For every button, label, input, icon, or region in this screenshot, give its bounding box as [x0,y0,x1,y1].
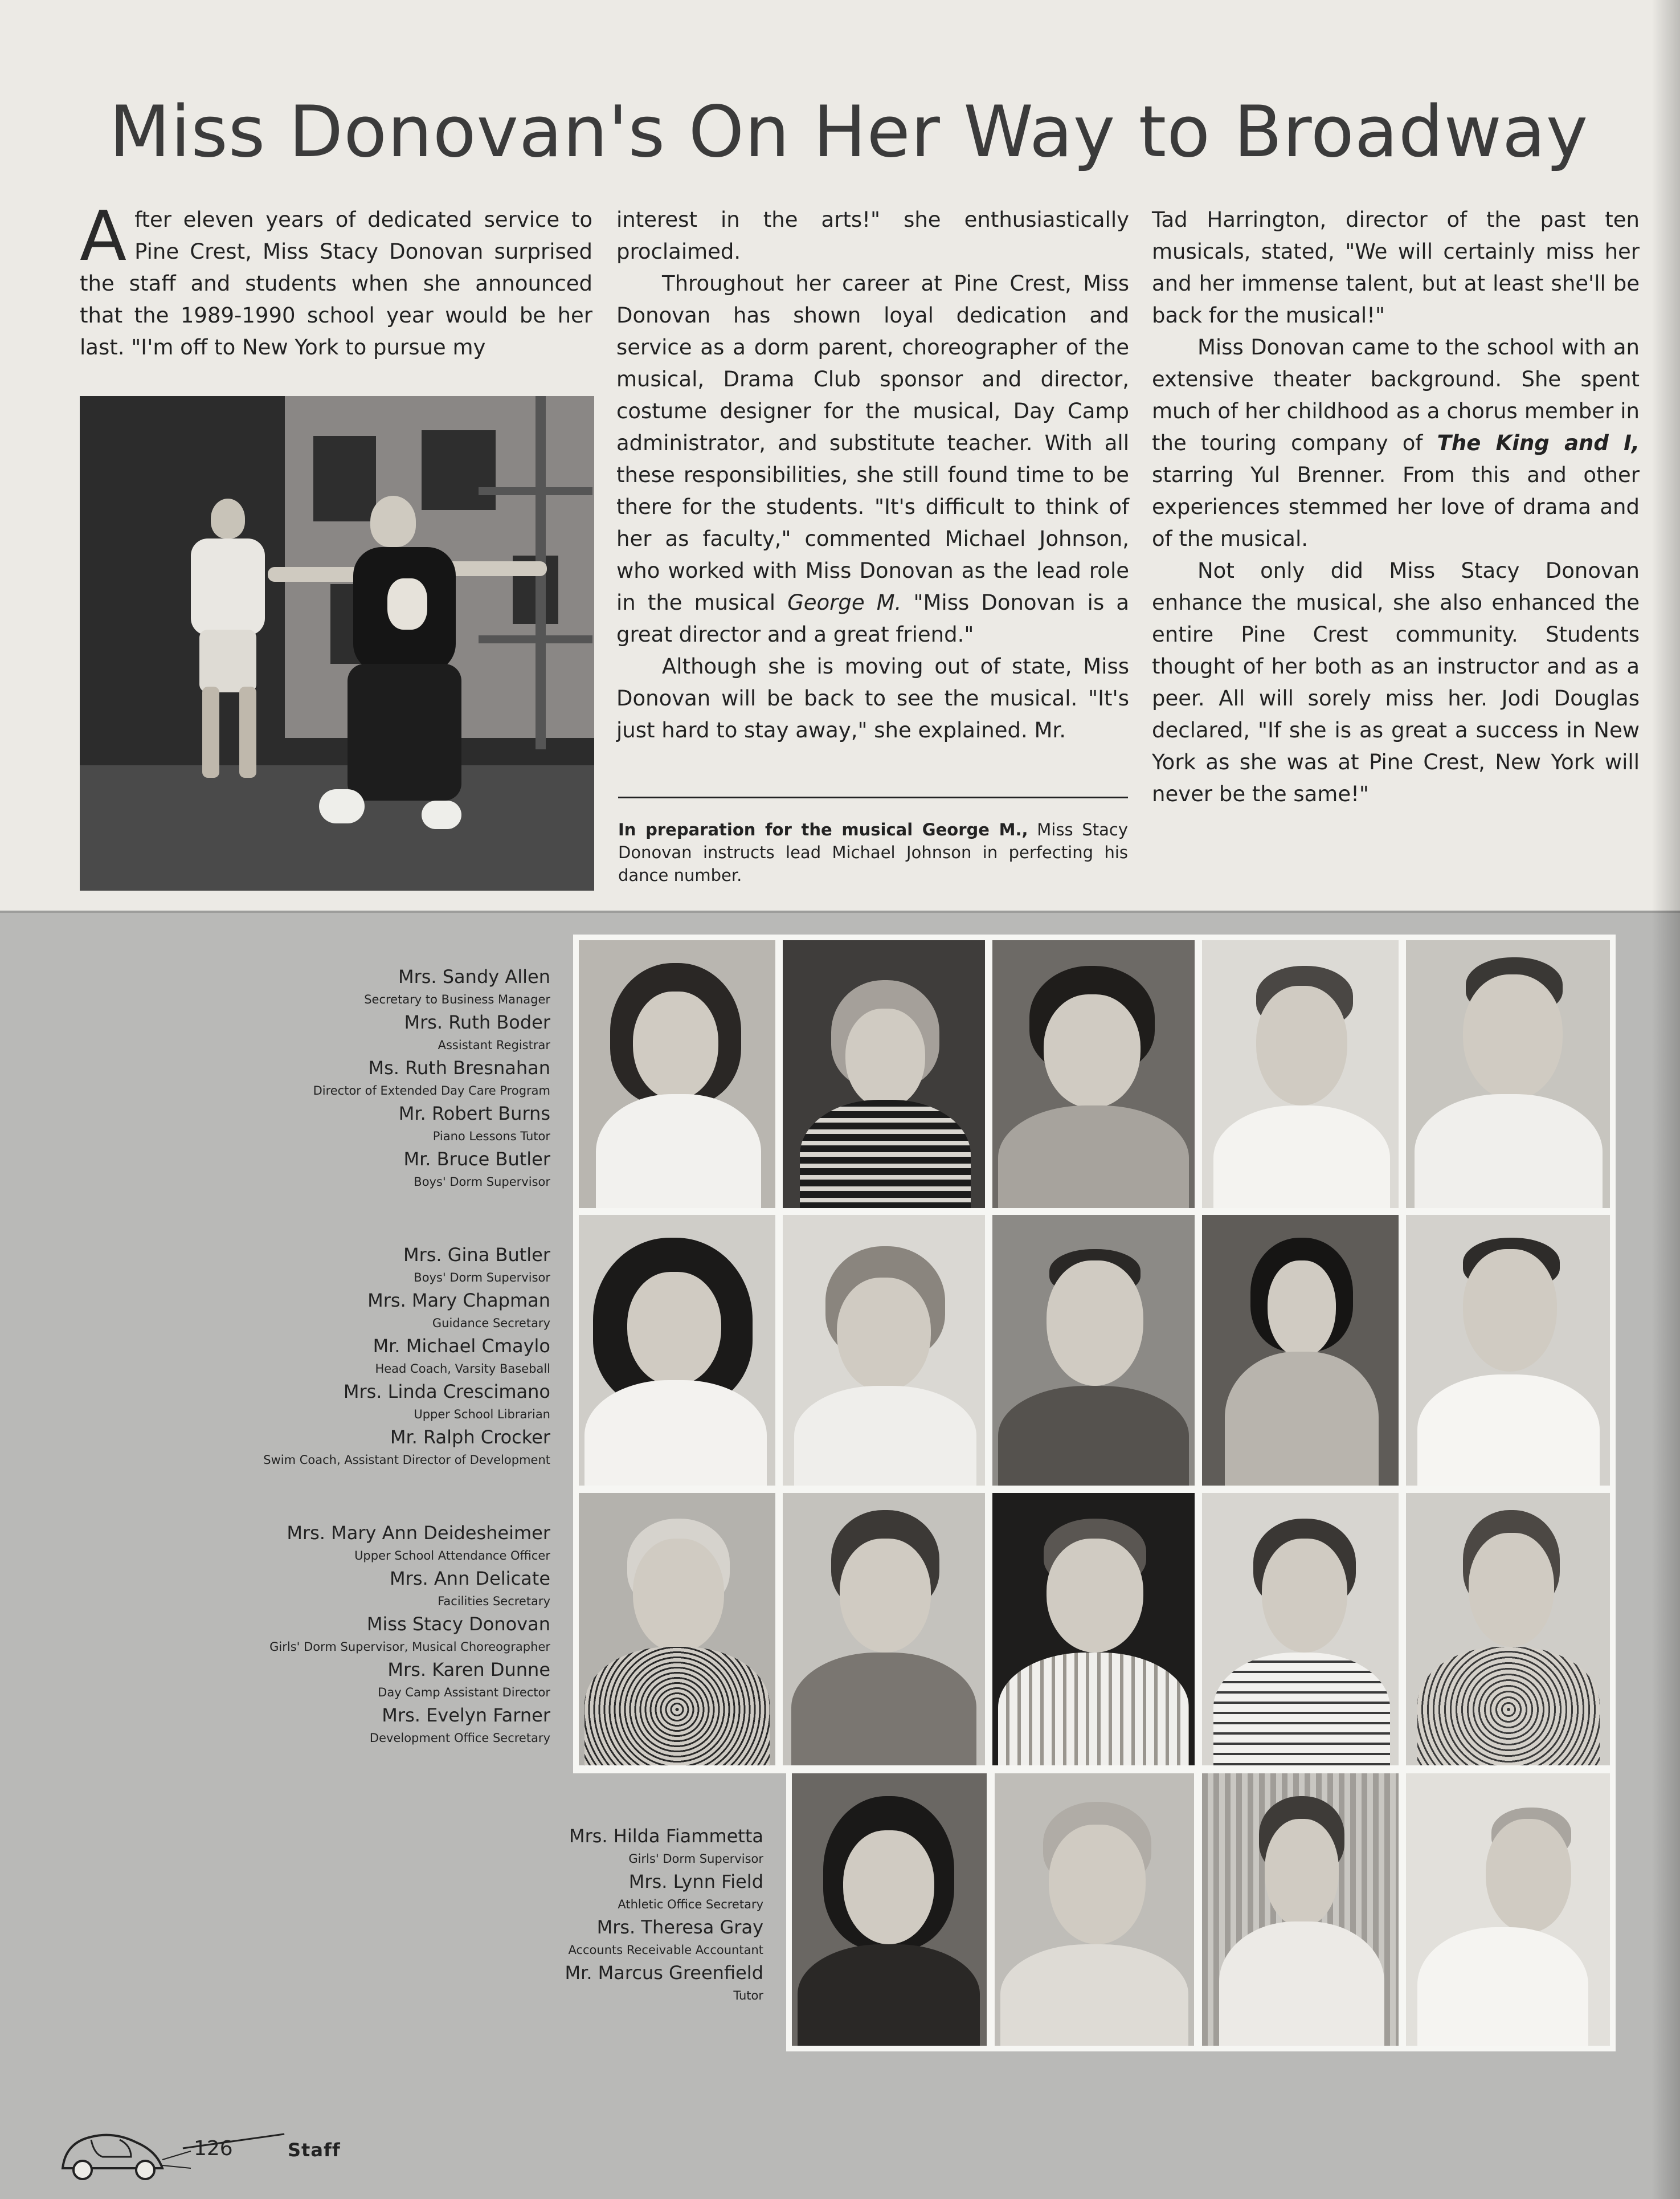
staff-name: Mrs. Hilda Fiammetta [569,1825,763,1847]
staff-role: Upper School Attendance Officer [354,1549,550,1562]
staff-name-list [399,1823,763,2006]
article-paragraph: Tad Harrington, director of the past ten musicals, stated, "We will certainly miss her and her immense talent, but at least she'll be back for the musical!" [1152,207,1640,328]
beetle-car-icon [51,2120,194,2182]
staff-portrait [1406,1773,1610,2046]
staff-name: Mrs. Ruth Boder [404,1011,550,1033]
stage-floor [80,765,594,891]
staff-portrait [579,1493,775,1765]
staff-role: Girls' Dorm Supervisor, Musical Choreographer [269,1640,550,1654]
staff-role: Guidance Secretary [432,1316,550,1330]
staff-name: Mr. Ralph Crocker [390,1426,550,1448]
staff-role: Director of Extended Day Care Program [313,1084,550,1098]
article-column-1 [80,197,592,364]
staff-portrait [1202,1493,1399,1765]
staff-role: Upper School Librarian [414,1407,550,1421]
staff-portrait [792,1773,987,2046]
section-name: Staff [288,2139,341,2161]
staff-name: Miss Stacy Donovan [366,1613,550,1635]
headline: Miss Donovan's On Her Way to Broadway [109,91,1589,173]
caption-text: Miss Stacy Donovan instructs lead Michael Johnson in perfecting his dance number. [618,820,1128,885]
staff-name: Mrs. Ann Delicate [390,1568,550,1589]
article-paragraph: Miss Donovan came to the school with an extensive theater background. She spent much of her childhood as a chorus member in the touring company of [1152,335,1640,455]
staff-portrait [1202,940,1399,1208]
staff-portrait [1406,940,1610,1208]
staff-portrait [1406,1493,1610,1765]
article-paragraph: fter eleven years of dedicated service to Pine Crest, Miss Stacy Donovan surprised the staff and students when she announced that the 1989-1990 school year would be her last. "I'm off to New York to pursue my [80,207,592,360]
staff-name: Mr. Robert Burns [398,1103,550,1124]
caption-lead: In preparation for the musical George M., [618,820,1028,839]
staff-portrait [579,940,775,1208]
article-column-3 [1152,204,1640,810]
staff-role: Head Coach, Varsity Baseball [375,1362,550,1376]
staff-role: Swim Coach, Assistant Director of Development [263,1453,550,1467]
article-text: starring Yul Brenner. From this and other experiences stemmed her love of drama and of the musical. [1152,463,1640,551]
staff-portrait [992,940,1195,1208]
article-paragraph: Not only did Miss Stacy Donovan enhance the musical, she also enhanced the entire Pine Crest community. Students thought of her both as an instructor and as a peer. All will sorely miss her. Jodi Douglas declared, "If she is as great a success in New York as she was at Pine Crest, New York will never be the same!" [1152,558,1640,806]
staff-portrait [783,940,985,1208]
article-column-2 [616,204,1129,746]
staff-name: Mrs. Lynn Field [628,1871,763,1892]
staff-name: Ms. Ruth Bresnahan [368,1057,550,1079]
photo-caption [618,818,1128,887]
staff-name: Mrs. Evelyn Farner [382,1704,550,1726]
staff-name: Mrs. Karen Dunne [387,1659,550,1680]
staff-portrait [992,1493,1195,1765]
staff-name: Mrs. Sandy Allen [398,966,550,988]
musical-title: The King and I, [1437,431,1640,455]
staff-role: Boys' Dorm Supervisor [414,1271,550,1284]
staff-role: Tutor [733,1989,763,2002]
staff-role: Accounts Receivable Accountant [568,1943,763,1957]
caption-rule [618,797,1128,798]
article-paragraph: Although she is moving out of state, Miss Donovan will be back to see the musical. "It's just hard to stay away," she explained. Mr. [616,654,1129,742]
quote-text: "Miss Donovan is a great director and a great friend." [616,590,1129,647]
staff-role: Assistant Registrar [438,1038,550,1052]
staff-name-list [114,1242,550,1470]
staff-portrait [783,1493,985,1765]
staff-role: Boys' Dorm Supervisor [414,1175,550,1189]
musical-title: George M. [787,590,902,615]
staff-name: Mrs. Gina Butler [403,1244,550,1266]
staff-name: Mrs. Linda Crescimano [343,1381,550,1402]
staff-role: Facilities Secretary [438,1594,550,1608]
staff-role: Secretary to Business Manager [364,993,550,1006]
staff-portrait [992,1215,1195,1486]
staff-portrait [783,1215,985,1486]
page-edge-shadow [1652,0,1680,2199]
article-paragraph: Throughout her career at Pine Crest, Miss Donovan has shown loyal dedication and service as a dorm parent, choreographer of the musical, Drama Club sponsor and director, costume designer for the musical, Day Camp administrator, and substitute teacher. With all these responsibilities, she still found time to be there for the students. "It's difficult to think of her as faculty," commented Michael Johnson, who worked with Miss Donovan as the lead role in the musical [616,271,1129,615]
staff-name: Mrs. Theresa Gray [596,1916,763,1938]
staff-name: Mr. Michael Cmaylo [373,1335,550,1357]
staff-name: Mrs. Mary Chapman [367,1290,550,1311]
drop-cap: A [80,197,127,276]
rehearsal-photo [80,396,594,891]
staff-role: Day Camp Assistant Director [378,1686,550,1699]
staff-portrait [1202,1773,1399,2046]
staff-name: Mr. Marcus Greenfield [565,1962,763,1984]
article-paragraph: interest in the arts!" she enthusiastically proclaimed. [616,207,1129,264]
staff-portrait [579,1215,775,1486]
staff-role: Piano Lessons Tutor [432,1129,550,1143]
staff-name-list [114,1520,550,1748]
staff-name: Mrs. Mary Ann Deidesheimer [287,1522,550,1544]
page-number: 126 [194,2137,233,2160]
section-divider [0,911,1680,913]
staff-name: Mr. Bruce Butler [403,1148,550,1170]
staff-portrait [995,1773,1194,2046]
staff-role: Athletic Office Secretary [618,1898,763,1911]
staff-role: Development Office Secretary [369,1731,550,1745]
staff-portrait [1406,1215,1610,1486]
staff-role: Girls' Dorm Supervisor [628,1852,763,1866]
staff-name-list [114,964,550,1192]
staff-portrait [1202,1215,1399,1486]
